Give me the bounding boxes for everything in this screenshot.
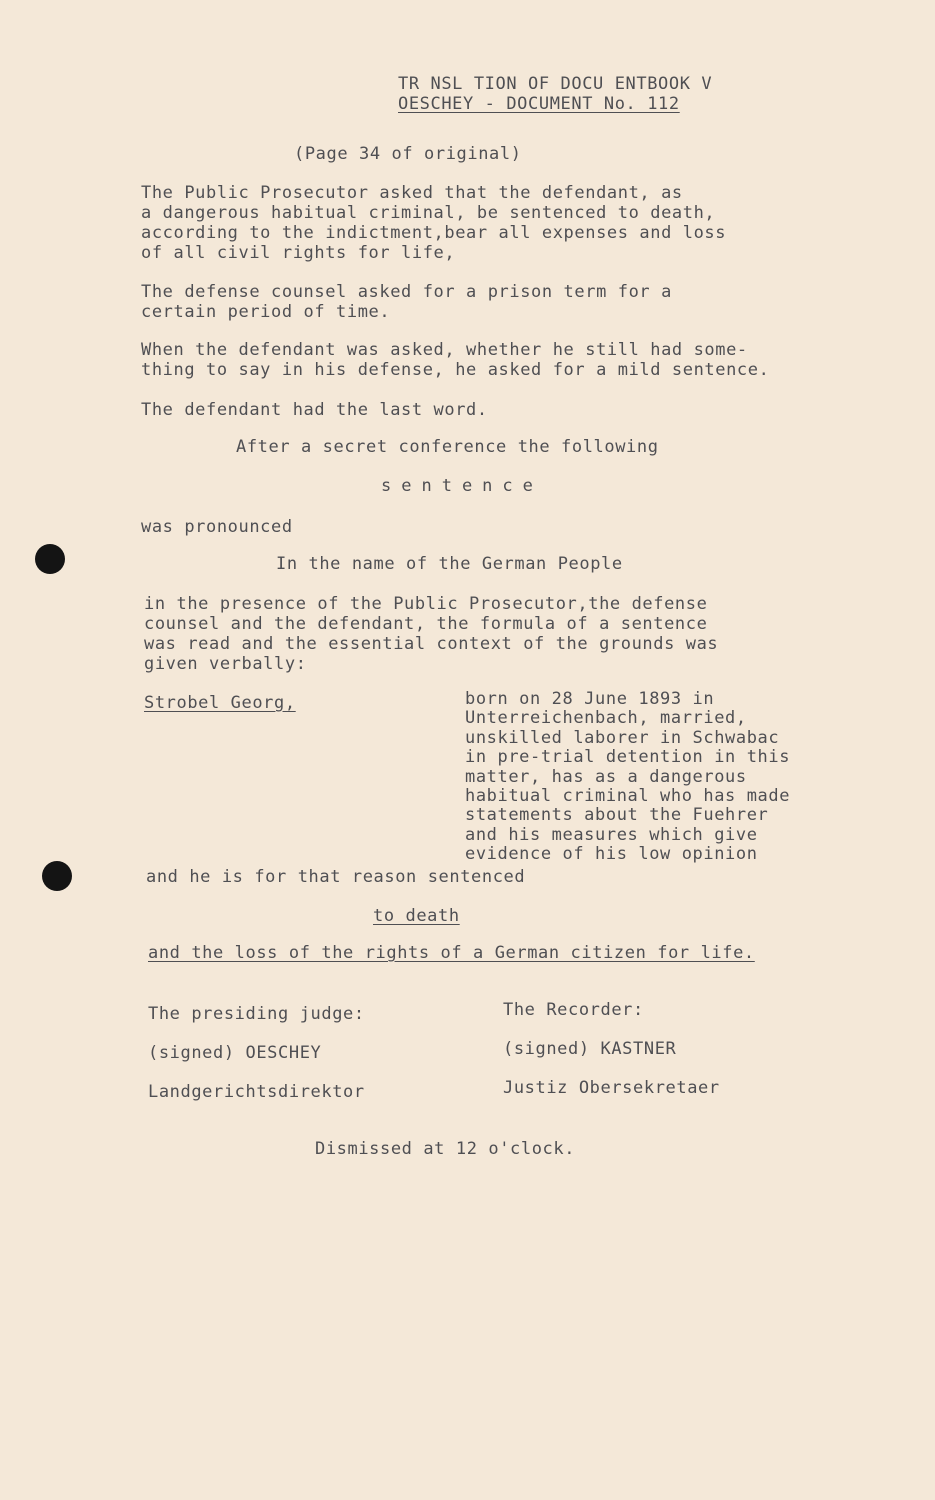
- defendant-detail-line: statements about the Fuehrer: [465, 805, 769, 826]
- presence-line: in the presence of the Public Prosecutor,the defense: [144, 594, 708, 614]
- verdict-reason-line: and he is for that reason sentenced: [146, 867, 526, 887]
- defendant-detail-line: matter, has as a dangerous: [465, 766, 747, 787]
- defendant-detail-line: and his measures which give: [465, 824, 758, 845]
- conference-line: After a secret conference the following: [236, 437, 659, 457]
- presence-paragraph: [144, 594, 718, 674]
- header-line-1: TR NSL TION OF DOCU ENTBOOK V: [398, 74, 713, 94]
- closing-line: Dismissed at 12 o'clock.: [315, 1139, 576, 1159]
- prosecutor-line: a dangerous habitual criminal, be sentenced to death,: [141, 203, 716, 223]
- recorder-title: The Recorder:: [503, 1000, 644, 1020]
- prosecutor-line: of all civil rights for life,: [141, 243, 456, 263]
- punch-hole-bottom: [42, 861, 72, 891]
- defendant-asked-paragraph: [141, 340, 769, 380]
- sentence-word: sentence: [381, 476, 543, 496]
- page-reference: (Page 34 of original): [294, 144, 522, 164]
- punch-hole-top: [35, 544, 65, 574]
- recorder-rank: Justiz Obersekretaer: [503, 1078, 720, 1098]
- defendant-detail-line: in pre-trial detention in this: [465, 747, 791, 768]
- last-word-line: The defendant had the last word.: [141, 400, 488, 420]
- recorder-signed: (signed) KASTNER: [503, 1039, 677, 1059]
- verdict-to-death: to death: [373, 906, 460, 926]
- defense-line: The defense counsel asked for a prison term for a: [141, 282, 672, 302]
- defendant-detail-line: Unterreichenbach, married,: [465, 708, 747, 729]
- presence-line: counsel and the defendant, the formula of a sentence: [144, 614, 708, 634]
- prosecutor-line: according to the indictment,bear all expenses and loss: [141, 223, 727, 243]
- defense-line: certain period of time.: [141, 302, 391, 322]
- prosecutor-paragraph: [141, 183, 726, 263]
- verdict-loss-line: and the loss of the rights of a German citizen for life.: [148, 943, 755, 963]
- prosecutor-line: The Public Prosecutor asked that the defendant, as: [141, 183, 683, 203]
- pronounced-line: was pronounced: [141, 517, 293, 537]
- header-line-2: OESCHEY - DOCUMENT No. 112: [398, 94, 680, 114]
- defendant-asked-line: thing to say in his defense, he asked for a mild sentence.: [141, 360, 770, 380]
- defendant-details: [465, 690, 790, 865]
- judge-rank: Landgerichtsdirektor: [148, 1082, 365, 1102]
- defendant-detail-line: evidence of his low opinion: [465, 844, 758, 865]
- defendant-asked-line: When the defendant was asked, whether he still had some-: [141, 340, 748, 360]
- defense-paragraph: [141, 282, 672, 322]
- defendant-detail-line: unskilled laborer in Schwabac: [465, 727, 780, 748]
- presence-line: given verbally:: [144, 654, 307, 674]
- defendant-detail-line: born on 28 June 1893 in: [465, 689, 715, 709]
- defendant-detail-line: habitual criminal who has made: [465, 786, 791, 807]
- presence-line: was read and the essential context of the grounds was: [144, 634, 719, 654]
- name-of-people-line: In the name of the German People: [276, 554, 623, 574]
- defendant-name: Strobel Georg,: [144, 693, 296, 713]
- document-header: [398, 74, 712, 114]
- judge-title: The presiding judge:: [148, 1004, 365, 1024]
- judge-signed: (signed) OESCHEY: [148, 1043, 322, 1063]
